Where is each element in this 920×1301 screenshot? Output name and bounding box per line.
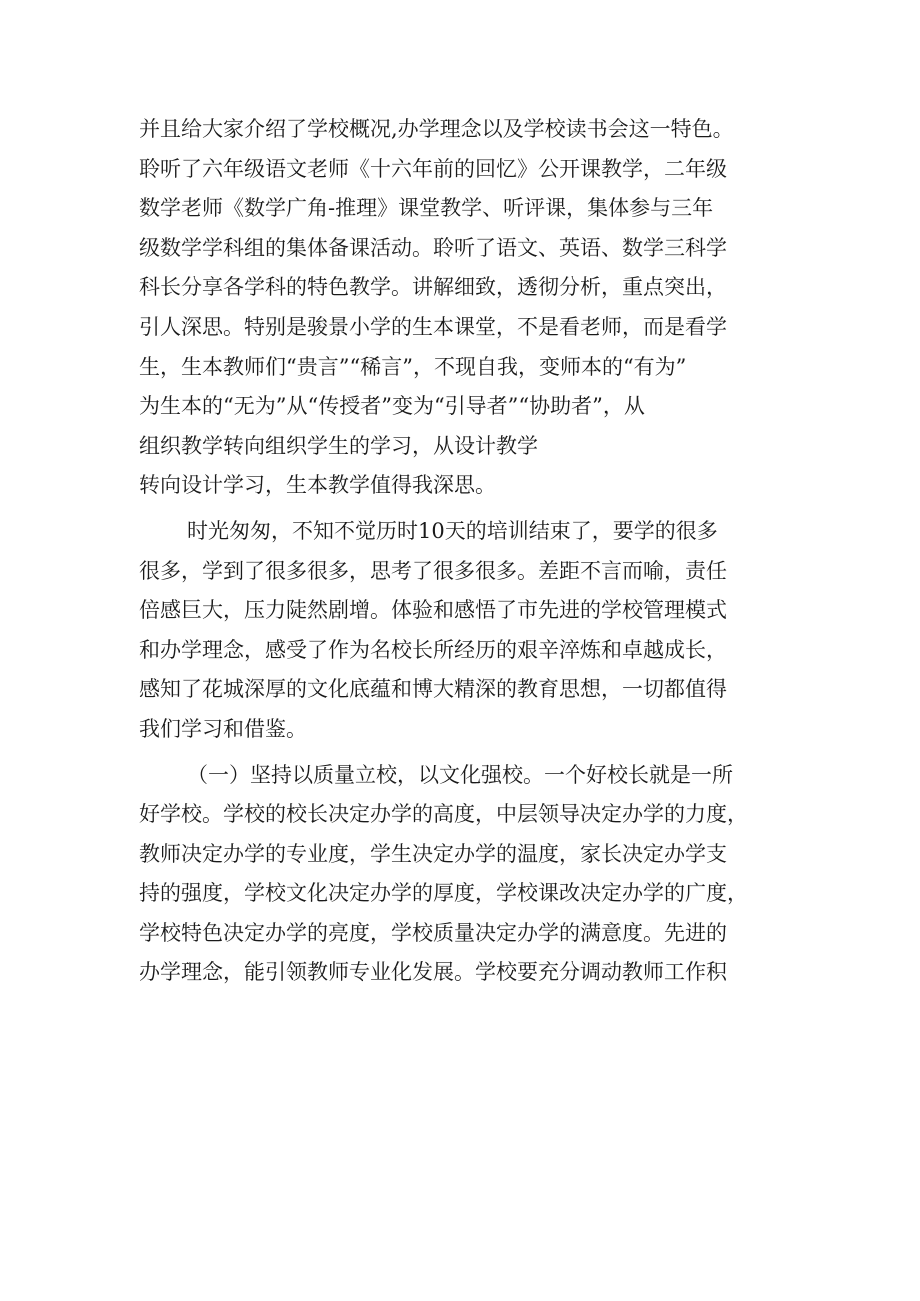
text-line: 引人深思。特别是骏景小学的生本课堂，不是看老师，而是看学 [139,314,727,339]
text-line: 持的强度，学校文化决定办学的厚度，学校课改决定办学的广度， [139,881,748,906]
text-line: 科长分享各学科的特色教学。讲解细致，透彻分析，重点突出， [139,275,727,300]
text-line: 好学校。学校的校长决定办学的高度，中层领导决定办学的力度， [139,802,748,827]
text-line: 级数学学科组的集体备课活动。聆听了语文、英语、数学三科学 [139,235,727,260]
section-heading-line: （一）坚持以质量立校，以文化强校。一个好校长就是一所 [187,762,733,787]
text-line: 聆听了六年级语文老师《十六年前的回忆》公开课教学，二年级 [139,156,727,181]
text-line: 感知了花城深厚的文化底蕴和博大精深的教育思想，一切都值得 [139,677,727,702]
text-line: 组织教学转向组织学生的学习，从设计教学 [139,433,538,458]
text-line: 学校特色决定办学的亮度，学校质量决定办学的满意度。先进的 [139,920,727,945]
text-line: 数学老师《数学广角-推理》课堂教学、听评课，集体参与三年 [139,196,714,221]
text-line: 我们学习和借鉴。 [139,716,307,741]
text-line: 为生本的“无为”从“传授者”变为“引导者”“协助者”，从 [139,394,645,419]
text-line: 并且给大家介绍了学校概况,办学理念以及学校读书会这一特色。 [139,117,734,141]
text-line: 转向设计学习，生本教学值得我深思。 [139,473,496,498]
text-line: 教师决定办学的专业度，学生决定办学的温度，家长决定办学支 [139,841,727,866]
text-line: 办学理念，能引领教师专业化发展。学校要充分调动教师工作积 [139,960,727,985]
body-text [139,110,819,993]
paragraph-start-line: 时光匆匆，不知不觉历时10天的培训结束了，要学的很多 [187,518,718,543]
text-line: 和办学理念，感受了作为名校长所经历的艰辛淬炼和卓越成长， [139,637,727,662]
text-line: 很多，学到了很多很多，思考了很多很多。差距不言而喻，责任 [139,558,727,583]
text-line: 生，生本教师们“贵言”“稀言”，不现自我，变师本的“有为” [139,354,687,379]
text-line: 倍感巨大，压力陡然剧增。体验和感悟了市先进的学校管理模式 [139,598,727,623]
